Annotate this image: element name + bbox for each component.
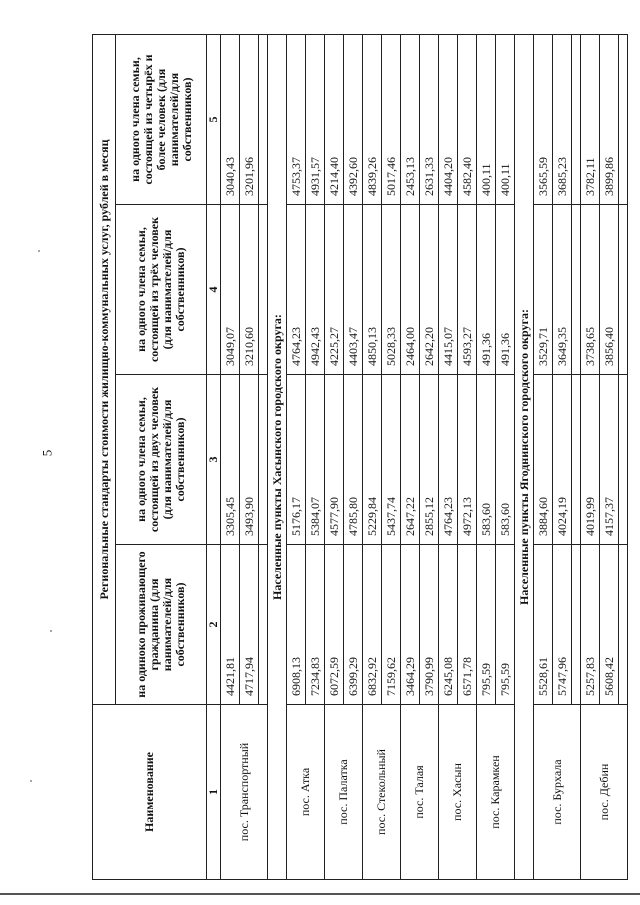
value-cell: 3464,29 xyxy=(401,545,420,705)
value-cell: 4942,43 xyxy=(306,205,325,375)
place-name: пос. Транспортный xyxy=(221,705,268,880)
value-cell: 5176,17 xyxy=(287,375,306,545)
value-cell: 5257,83 xyxy=(581,545,600,705)
place-name: пос. Карамкен xyxy=(477,705,515,880)
place-name: пос. Атка xyxy=(287,705,325,880)
value-cell: 6832,92 xyxy=(363,545,382,705)
place-name: пос. Стекольный xyxy=(363,705,401,880)
value-cell: 4839,26 xyxy=(363,35,382,205)
empty-cell xyxy=(259,375,268,545)
value-cell: 3210,60 xyxy=(240,205,259,375)
empty-cell xyxy=(572,35,581,205)
value-cell: 4785,80 xyxy=(344,375,363,545)
index-1: 1 xyxy=(207,705,221,880)
value-cell: 4214,40 xyxy=(325,35,344,205)
table-row xyxy=(581,35,600,880)
value-cell: 4764,23 xyxy=(287,205,306,375)
value-cell: 491,36 xyxy=(496,205,515,375)
rotated-table-container xyxy=(92,35,616,880)
value-cell: 2464,00 xyxy=(401,205,420,375)
scan-speck xyxy=(30,780,32,782)
value-cell: 491,36 xyxy=(477,205,496,375)
value-cell: 4024,19 xyxy=(553,375,572,545)
value-cell: 6399,29 xyxy=(344,545,363,705)
value-cell: 2642,20 xyxy=(420,205,439,375)
value-cell: 2453,13 xyxy=(401,35,420,205)
empty-cell xyxy=(572,375,581,545)
value-cell: 7234,83 xyxy=(306,545,325,705)
empty-cell xyxy=(619,375,628,545)
value-cell: 4972,13 xyxy=(458,375,477,545)
empty-cell xyxy=(259,35,268,205)
value-cell: 4931,57 xyxy=(306,35,325,205)
table-row xyxy=(439,35,458,880)
value-cell: 5028,33 xyxy=(382,205,401,375)
empty-cell xyxy=(572,205,581,375)
value-cell: 5017,46 xyxy=(382,35,401,205)
table-row xyxy=(221,35,240,880)
value-cell: 3856,40 xyxy=(600,205,619,375)
value-cell: 795,59 xyxy=(496,545,515,705)
header-name: Наименование xyxy=(93,705,207,880)
value-cell: 5229,84 xyxy=(363,375,382,545)
table-row xyxy=(287,35,306,880)
table-row xyxy=(401,35,420,880)
header-group: Региональные стандарты стоимости жилищно-коммунальных услуг, рублей в месяц xyxy=(93,35,116,705)
value-cell: 6072,59 xyxy=(325,545,344,705)
table-body xyxy=(221,35,628,880)
place-name: пос. Дебин xyxy=(581,705,628,880)
value-cell: 583,60 xyxy=(477,375,496,545)
place-name: пос. Бурхала xyxy=(534,705,581,880)
header-col-2: на одного члена семьи, состоящей из двух человек (для нанимателей/для собственников) xyxy=(116,375,207,545)
header-col-1: на одиноко проживающего гражданина (для нанимателей/для собственников) xyxy=(116,545,207,705)
place-name: пос. Хасын xyxy=(439,705,477,880)
empty-cell xyxy=(572,545,581,705)
value-cell: 5528,61 xyxy=(534,545,553,705)
value-cell: 3738,65 xyxy=(581,205,600,375)
value-cell: 3790,99 xyxy=(420,545,439,705)
empty-cell xyxy=(259,205,268,375)
value-cell: 400,11 xyxy=(496,35,515,205)
place-name: пос. Палатка xyxy=(325,705,363,880)
scan-speck xyxy=(50,630,52,632)
value-cell: 4753,37 xyxy=(287,35,306,205)
value-cell: 3040,43 xyxy=(221,35,240,205)
value-cell: 4421,81 xyxy=(221,545,240,705)
value-cell: 4392,60 xyxy=(344,35,363,205)
table-row xyxy=(477,35,496,880)
empty-cell xyxy=(619,545,628,705)
table-row xyxy=(363,35,382,880)
value-cell: 4593,27 xyxy=(458,205,477,375)
value-cell: 6908,13 xyxy=(287,545,306,705)
index-3: 3 xyxy=(207,375,221,545)
value-cell: 3049,07 xyxy=(221,205,240,375)
value-cell: 4764,23 xyxy=(439,375,458,545)
value-cell: 4157,37 xyxy=(600,375,619,545)
section-title: Населенные пункты Ягоднинского городского округа: xyxy=(515,35,534,880)
tariff-table xyxy=(92,34,628,880)
value-cell: 5747,96 xyxy=(553,545,572,705)
scan-speck xyxy=(38,250,40,252)
value-cell: 5437,74 xyxy=(382,375,401,545)
value-cell: 4404,20 xyxy=(439,35,458,205)
value-cell: 3782,11 xyxy=(581,35,600,205)
value-cell: 4577,90 xyxy=(325,375,344,545)
table-row xyxy=(534,35,553,880)
value-cell: 3305,45 xyxy=(221,375,240,545)
value-cell: 3899,86 xyxy=(600,35,619,205)
value-cell: 3529,71 xyxy=(534,205,553,375)
index-5: 5 xyxy=(207,35,221,205)
value-cell: 6571,78 xyxy=(458,545,477,705)
place-name: пос. Талая xyxy=(401,705,439,880)
page-number: 5 xyxy=(39,449,55,457)
header-col-4: на одного члена семьи, состоящей из четырёх и более человек (для нанимателей/для собственников) xyxy=(116,35,207,205)
scan-edge-line xyxy=(0,893,640,895)
table-row xyxy=(325,35,344,880)
value-cell: 3685,23 xyxy=(553,35,572,205)
value-cell: 4717,94 xyxy=(240,545,259,705)
value-cell: 5608,42 xyxy=(600,545,619,705)
section-title: Населенные пункты Хасынского городского округа: xyxy=(268,35,287,880)
index-4: 4 xyxy=(207,205,221,375)
value-cell: 4415,07 xyxy=(439,205,458,375)
value-cell: 4403,47 xyxy=(344,205,363,375)
value-cell: 3565,59 xyxy=(534,35,553,205)
value-cell: 400,11 xyxy=(477,35,496,205)
value-cell: 3884,60 xyxy=(534,375,553,545)
value-cell: 7159,62 xyxy=(382,545,401,705)
value-cell: 5384,07 xyxy=(306,375,325,545)
index-2: 2 xyxy=(207,545,221,705)
value-cell: 2855,12 xyxy=(420,375,439,545)
section-row xyxy=(515,35,534,880)
value-cell: 795,59 xyxy=(477,545,496,705)
value-cell: 3493,90 xyxy=(240,375,259,545)
value-cell: 4225,27 xyxy=(325,205,344,375)
section-row xyxy=(268,35,287,880)
empty-cell xyxy=(619,35,628,205)
value-cell: 3649,35 xyxy=(553,205,572,375)
value-cell: 583,60 xyxy=(496,375,515,545)
empty-cell xyxy=(619,205,628,375)
value-cell: 3201,96 xyxy=(240,35,259,205)
value-cell: 4019,99 xyxy=(581,375,600,545)
value-cell: 4850,13 xyxy=(363,205,382,375)
value-cell: 2647,22 xyxy=(401,375,420,545)
value-cell: 2631,33 xyxy=(420,35,439,205)
value-cell: 6245,08 xyxy=(439,545,458,705)
header-col-3: на одного члена семьи, состоящей из трёх человек (для нанимателей/для собственников) xyxy=(116,205,207,375)
value-cell: 4582,40 xyxy=(458,35,477,205)
empty-cell xyxy=(259,545,268,705)
